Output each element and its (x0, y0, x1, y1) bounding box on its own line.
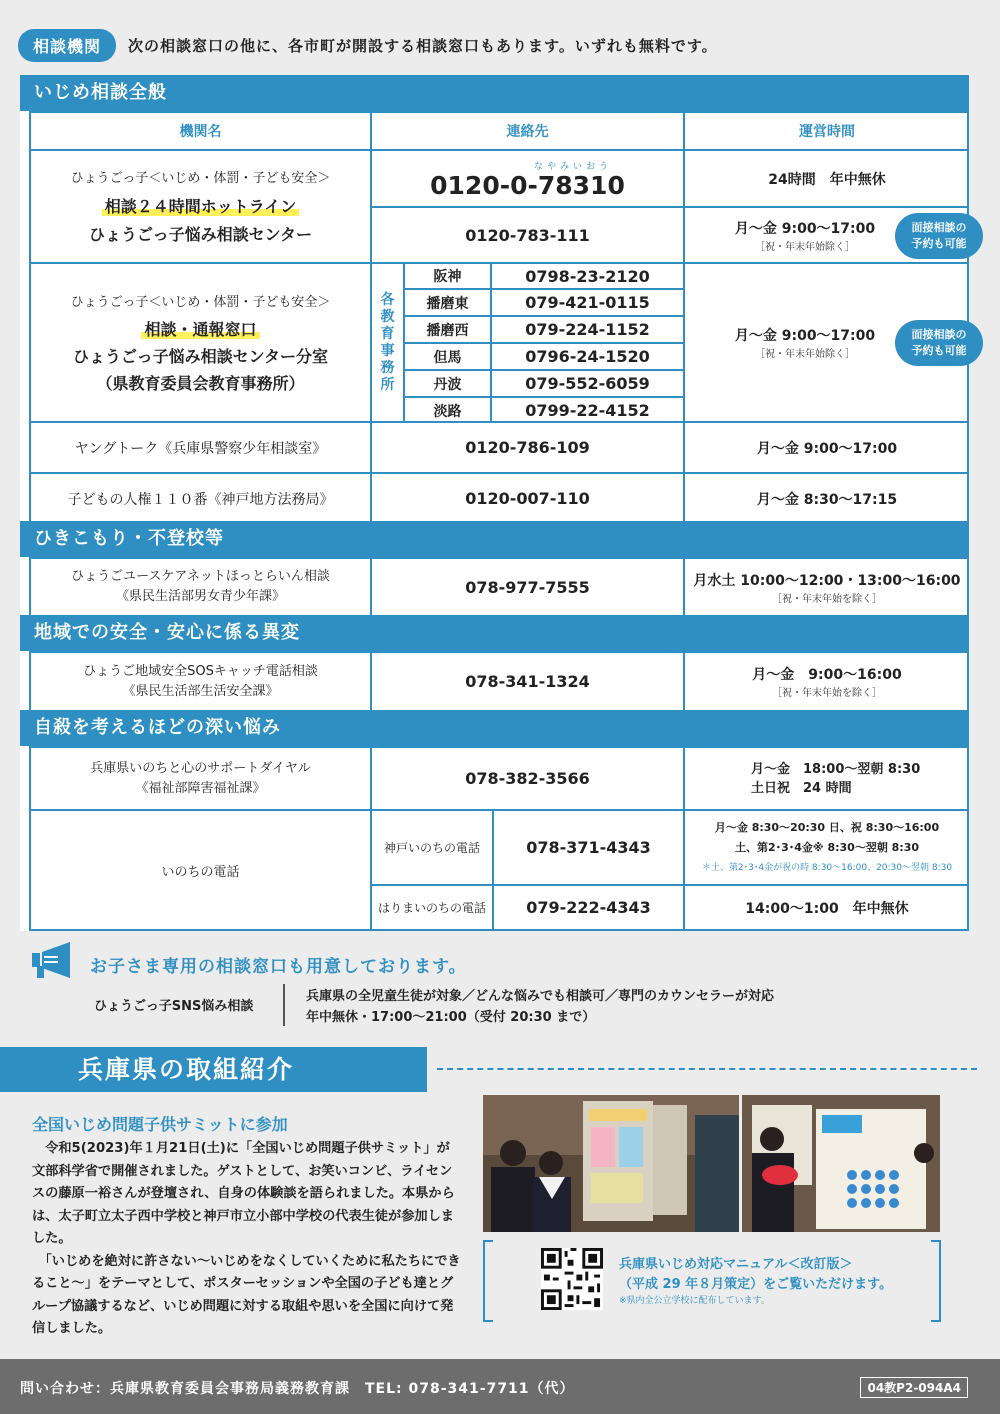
section-hikikomori: ひきこもり・不登校等 (20, 521, 969, 557)
dashed-divider (437, 1068, 977, 1070)
harima-name: はりまいのちの電話 (377, 901, 486, 915)
interview-bubble-1 (895, 213, 983, 259)
kobe-hours (685, 811, 969, 884)
kobe-hours-note: ＊土、第2･3･4金が祝の時 8:30～16:00、20:30～翌朝 8:30 (701, 862, 953, 873)
row6-hours-note: ［祝・年末年始を除く］ (772, 688, 882, 699)
row1-hours-24h: 24時間 年中無休 (768, 171, 886, 188)
sns-divider (283, 984, 285, 1026)
footer (0, 1359, 1000, 1414)
intro-note: 次の相談窓口の他に、各市町が開設する相談窓口もあります。いずれも無料です。 (128, 36, 718, 55)
consult-badge: 相談機関 (18, 29, 116, 62)
harima-hours: 14:00～1:00 年中無休 (745, 900, 909, 917)
summit-paragraph: 「いじめを絶対に許さない～いじめをなくしていくために私たちにできること～」をテーマとして、ポスターセッションや全国の子ども達とグループ協議するなど、いじめ問題に対する取組や思いを全国に向けて発信しました。 (32, 1253, 461, 1336)
chiiki-grid (29, 651, 969, 712)
row2-org (31, 264, 370, 421)
photo-poster-2 (742, 1095, 940, 1232)
row6-org-l2: 《県民生活部生活安全課》 (122, 683, 279, 699)
offices-vertical-text: 各教育事務所 (380, 291, 395, 393)
summit-body (32, 1138, 462, 1341)
row6-phone[interactable]: 078-341-1324 (465, 672, 590, 691)
kobe-hours-l1: 月～金 8:30～20:30 日、祝 8:30～16:00 (714, 820, 940, 834)
bubble1-l2: 予約も可能 (911, 237, 967, 250)
row1-hours-note: ［祝・年末年始除く］ (755, 241, 855, 253)
row5-hours-note: ［祝・年末年始を除く］ (772, 593, 882, 605)
row4-org: 子どもの人権１１０番《神戸地方法務局》 (67, 491, 334, 508)
row6-org-l1: ひょうご地域安全SOSキャッチ電話相談 (83, 663, 318, 679)
office-name: 阪神 (433, 269, 462, 285)
bubble2-l1: 面接相談の (911, 328, 967, 342)
row5-org (31, 559, 370, 615)
row6-hours-text: 月～金 9:00～16:00 (752, 667, 902, 683)
row2-hours-note: ［祝・年末年始除く］ (755, 349, 855, 360)
office-name: 淡路 (433, 403, 462, 420)
harima-phone[interactable]: 079-222-4343 (526, 898, 651, 917)
ijime-grid (29, 111, 969, 523)
row1-org (31, 151, 370, 262)
hotline-phone[interactable]: 0120-0-78310 (430, 170, 625, 200)
row1-org-mark: 相談２４時間ホットライン (102, 197, 300, 216)
col-hours-header: 運営時間 (799, 124, 855, 140)
row7-org-l1: 兵庫県いのちと心のサポートダイヤル (90, 760, 311, 776)
row8-org: いのちの電話 (161, 864, 240, 880)
office-phone[interactable]: 0799-22-4152 (525, 401, 650, 420)
summit-paragraph: 令和5(2023)年１月21日(土)に「全国いじめ問題子供サミット」が文部科学省で開催されました。ゲストとして、お笑いコンビ、ライセンスの藤原一裕さんが登壇され、自身の体験談を語られました。本県からは、太子町立太子西中学校と神戸市立小部中学校の代表生徒が参加しました。 (32, 1141, 455, 1246)
office-phone[interactable]: 079-552-6059 (525, 374, 650, 393)
bubble2-l2: 予約も可能 (911, 344, 967, 357)
row1-org-top: ひょうごっ子＜いじめ・体罰・子ども安全＞ (70, 170, 331, 186)
footer-contact: 問い合わせ：兵庫県教育委員会事務局義務教育課 TEL: 078-341-7711（代） (20, 1381, 575, 1397)
sns-name: ひょうごっ子SNS悩み相談 (94, 999, 254, 1014)
office-phone[interactable]: 079-224-1152 (525, 320, 650, 339)
row7-phone[interactable]: 078-382-3566 (465, 769, 590, 788)
manual-line-2: （平成 29 年８月策定）をご覧いただけます。 (619, 1277, 893, 1292)
phone-ruby: なやみいおう (534, 162, 613, 172)
offices-vertical-label (372, 264, 403, 421)
row2-org-top: ひょうごっ子＜いじめ・体罰・子ども安全＞ (70, 294, 331, 310)
photo-poster-1 (483, 1095, 739, 1232)
row3-phone[interactable]: 0120-786-109 (465, 438, 590, 457)
section-ijime: いじめ相談全般 (20, 75, 969, 111)
col-org-header: 機関名 (179, 124, 222, 140)
row5-phone[interactable]: 078-977-7555 (465, 577, 590, 597)
row3-hours: 月～金 9:00～17:00 (756, 440, 898, 457)
row2-hours (685, 264, 925, 421)
consultation-table (20, 75, 969, 931)
manual-qr-box (483, 1240, 941, 1322)
manual-line-3: ※県内全公立学校に配布しています。 (619, 1296, 770, 1306)
kids-sns-block (28, 940, 968, 1030)
office-name: 播磨東 (426, 295, 469, 312)
row2-org-l3: ひょうごっ子悩み相談センター分室 (72, 346, 329, 366)
intro-line (18, 28, 718, 62)
kobe-phone[interactable]: 078-371-4343 (526, 838, 651, 857)
torikumi-title: 兵庫県の取組紹介 (0, 1047, 427, 1092)
section-chiiki: 地域での安全・安心に係る異変 (20, 615, 969, 651)
megaphone-icon (30, 940, 78, 982)
office-name: 播磨西 (426, 322, 469, 339)
row6-hours (685, 653, 969, 710)
jisatsu-grid (29, 746, 969, 931)
row7-hours (685, 748, 969, 809)
office-name: 但馬 (433, 349, 462, 366)
row5-hours-text: 月水土 10:00～12:00・13:00～16:00 (693, 572, 961, 589)
row5-org-l2: 《県民生活部男女青少年課》 (115, 589, 285, 604)
row3-org: ヤングトーク《兵庫県警察少年相談室》 (74, 440, 327, 457)
kids-heading: お子さま専用の相談窓口も用意しております。 (90, 957, 467, 977)
row2-org-mark: 相談・通報窓口 (141, 320, 259, 339)
row7-org-l2: 《福祉部障害福祉課》 (135, 780, 266, 796)
bubble1-l1: 面接相談の (911, 221, 967, 235)
row2-hours-text: 月～金 9:00～17:00 (734, 328, 876, 344)
office-phone[interactable]: 0798-23-2120 (525, 266, 650, 286)
sns-desc-1: 兵庫県の全児童生徒が対象／どんな悩みでも相談可／専門のカウンセラーが対応 (306, 989, 775, 1004)
row5-org-l1: ひょうごユースケアネットほっとらいん相談 (71, 569, 330, 584)
row2-org-l4: （県教育委員会教育事務所） (96, 373, 305, 393)
qr-code-icon[interactable] (541, 1248, 603, 1310)
row7-org (31, 748, 370, 809)
doc-code: 04教P2-094A4 (860, 1377, 968, 1398)
kobe-name: 神戸いのちの電話 (383, 841, 480, 855)
hikikomori-grid (29, 557, 969, 617)
col-contact-header: 連絡先 (506, 124, 549, 140)
office-phone[interactable]: 079-421-0115 (525, 293, 650, 312)
row4-phone[interactable]: 0120-007-110 (465, 489, 590, 508)
interview-bubble-2 (895, 320, 983, 366)
summit-subtitle: 全国いじめ問題子供サミットに参加 (32, 1115, 288, 1134)
center-phone[interactable]: 0120-783-111 (465, 225, 590, 245)
section-jisatsu: 自殺を考えるほどの深い悩み (20, 710, 969, 746)
row6-org (31, 653, 370, 710)
row7-hours-l2: 土日祝 24 時間 (751, 780, 852, 796)
row7-hours-l1: 月～金 18:00～翌朝 8:30 (751, 761, 921, 777)
row4-hours: 月～金 8:30～17:15 (756, 491, 898, 508)
manual-line-1: 兵庫県いじめ対応マニュアル＜改訂版＞ (619, 1257, 853, 1272)
office-name: 丹波 (433, 376, 462, 393)
kobe-hours-l2: 土、第2･3･4金※ 8:30～翌朝 8:30 (734, 840, 920, 854)
row1-org-bottom: ひょうごっ子悩み相談センター (88, 224, 313, 244)
office-phone[interactable]: 0796-24-1520 (525, 347, 650, 366)
row1-hours (685, 208, 925, 262)
row1-hours-text: 月～金 9:00～17:00 (734, 220, 876, 237)
row5-hours (685, 559, 969, 615)
sns-desc-2: 年中無休・17:00～21:00（受付 20:30 まで） (306, 1010, 596, 1025)
